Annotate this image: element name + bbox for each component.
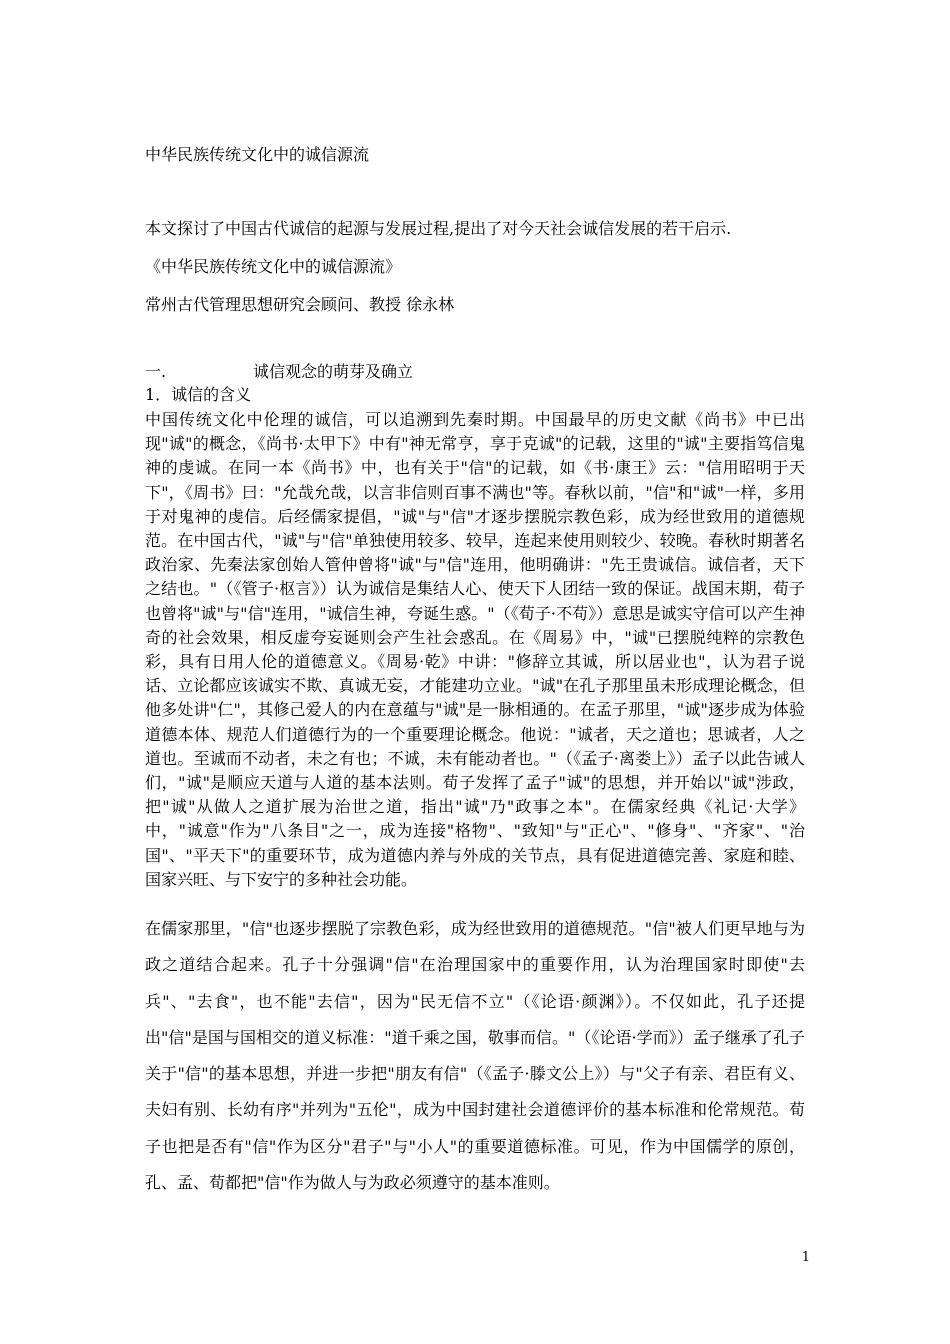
section-heading-text: 诚信观念的萌芽及确立	[253, 362, 414, 381]
book-title: 《中华民族传统文化中的诚信源流》	[145, 257, 402, 276]
abstract-text: 本文探讨了中国古代诚信的起源与发展过程,提出了对今天社会诚信发展的若干启示.	[145, 219, 732, 238]
section-number: 一.	[145, 362, 167, 381]
page-number: 1	[801, 1250, 810, 1265]
subsection-heading: 1．诚信的含义	[145, 385, 252, 404]
section-heading	[145, 362, 413, 382]
author-line: 常州古代管理思想研究会顾问、教授 徐永林	[145, 295, 455, 314]
document-title: 中华民族传统文化中的诚信源流	[145, 145, 370, 164]
body-paragraph-1: 中国传统文化中伦理的诚信，可以追溯到先秦时期。中国最早的历史文献《尚书》中已出现"诚"的概念，《尚书·太甲下》中有"神无常亨，享于克诚"的记载，这里的"诚"主要指笃信鬼神的虔诚。在同一本《尚书》中，也有关于"信"的记载，如《书·康王》云："信用昭明于天下"，《周书》曰："允哉允哉，以言非信则百事不满也"等。春秋以前，"信"和"诚"一样，多用于对鬼神的虔信。后经儒家提倡，"诚"与"信"才逐步摆脱宗教色彩，成为经世致用的道德规范。在中国古代，"诚"与"信"单独使用较多、较早，连起来使用则较少、较晚。春秋时期著名政治家、先秦法家创始人管仲曾将"诚"与"信"连用，他明确讲："先王贵诚信。诚信者，天下之结也。"（《管子·枢言》）认为诚信是集结人心、使天下人团结一致的保证。战国末期，荀子也曾将"诚"与"信"连用，"诚信生神，夸诞生惑。"（《荀子·不苟》）意思是诚实守信可以产生神奇的社会效果，相反虚夸妄诞则会产生社会惑乱。在《周易》中，"诚"已摆脱纯粹的宗教色彩，具有日用人伦的道德意义。《周易·乾》中讲："修辞立其诚，所以居业也"，认为君子说话、立论都应该诚实不欺、真诚无妄，才能建功立业。"诚"在孔子那里虽未形成理论概念，但他多处讲"仁"，其修己爱人的内在意蕴与"诚"是一脉相通的。在孟子那里，"诚"逐步成为体验道德本体、规范人们道德行为的一个重要理论概念。他说："诚者，天之道也；思诚者，人之道也。至诚而不动者，未之有也；不诚，未有能动者也。"（《孟子·离娄上》）孟子以此告诫人们，"诚"是顺应天道与人道的基本法则。荀子发挥了孟子"诚"的思想，并开始以"诚"涉政，把"诚"从做人之道扩展为治世之道，指出"诚"乃"政事之本"。在儒家经典《礼记·大学》中，"诚意"作为"八条目"之一，成为连接"格物"、"致知"与"正心"、"修身"、"齐家"、"治国"、"平天下"的重要环节，成为道德内养与外成的关节点，具有促进道德完善、家庭和睦、国家兴旺、与下安宁的多种社会功能。	[145, 410, 805, 889]
body-paragraph-2: 在儒家那里，"信"也逐步摆脱了宗教色彩，成为经世致用的道德规范。"信"被人们更早地与为政之道结合起来。孔子十分强调"信"在治理国家中的重要作用，认为治理国家时即使"去兵"、"去食"，也不能"去信"，因为"民无信不立"（《论语·颜渊》）。不仅如此，孔子还提出"信"是国与国相交的道义标准："道千乘之国，敬事而信。"（《论语·学而》）孟子继承了孔子关于"信"的基本思想，并进一步把"朋友有信"（《孟子·滕文公上》）与"父子有亲、君臣有义、夫妇有别、长幼有序"并列为"五伦"，成为中国封建社会道德评价的基本标准和伦常规范。荀子也把是否有"信"作为区分"君子"与"小人"的重要道德标准。可见，作为中国儒学的原创，孔、孟、荀都把"信"作为做人与为政必须遵守的基本准则。	[145, 919, 805, 1193]
